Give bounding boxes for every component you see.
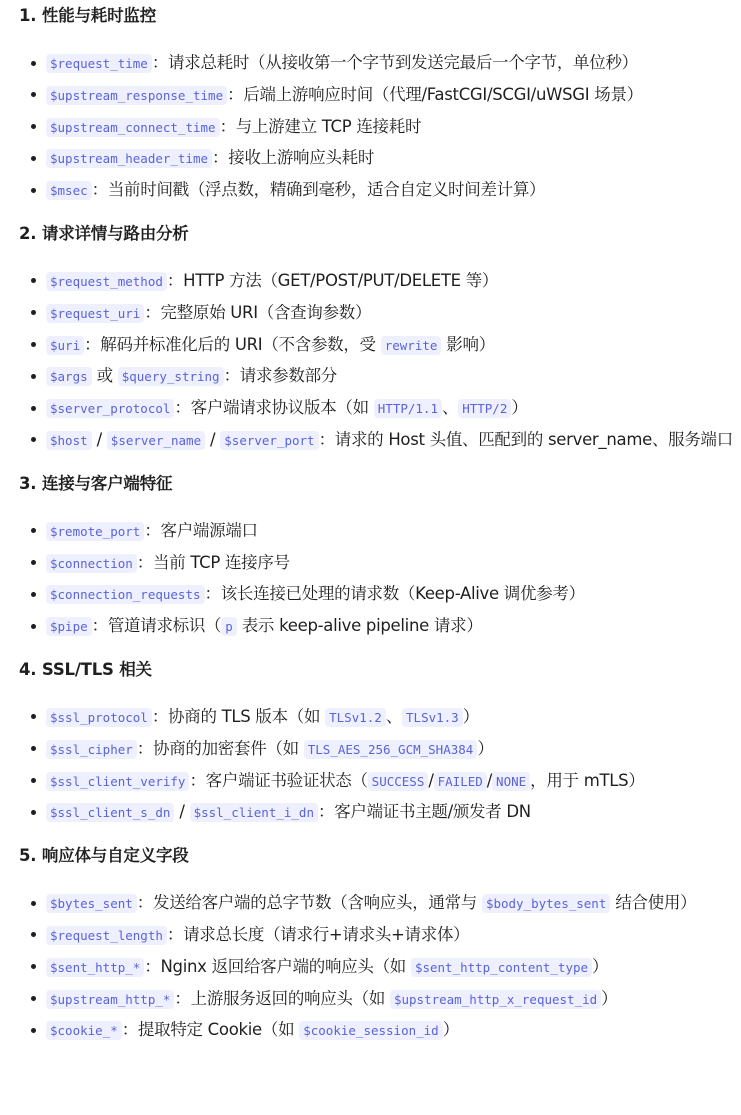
- variable-code: $server_port: [220, 431, 318, 450]
- variable-code: $upstream_http_*: [46, 990, 174, 1009]
- item-text: 结合使用）: [610, 893, 697, 913]
- section-title: 3. 连接与客户端特征: [19, 473, 173, 493]
- item-text: ）: [477, 738, 494, 758]
- item-text: /: [486, 770, 493, 790]
- variable-code: FAILED: [434, 772, 487, 791]
- list-item: [19, 1015, 741, 1047]
- section-title: 5. 响应体与自定义字段: [19, 846, 189, 866]
- variable-code: TLSv1.2: [325, 708, 386, 727]
- list-item: [19, 579, 741, 611]
- variable-code: $ssl_client_s_dn: [46, 803, 174, 822]
- item-text: ：协商的 TLS 版本（如: [151, 706, 326, 726]
- variable-list: [19, 48, 741, 207]
- variable-code: $upstream_response_time: [46, 86, 227, 105]
- variable-code: $ssl_client_i_dn: [190, 803, 318, 822]
- list-item: [19, 143, 741, 175]
- variable-list: [19, 888, 741, 1047]
- list-item: [19, 984, 741, 1016]
- variable-code: $request_uri: [46, 304, 144, 323]
- item-text: ：发送给客户端的总字节数（含响应头，通常与: [136, 893, 482, 913]
- list-item: [19, 920, 741, 952]
- item-text: ：请求总长度（请求行+请求头+请求体）: [166, 924, 470, 944]
- item-text: ：请求总耗时（从接收第一个字节到发送完最后一个字节，单位秒）: [151, 53, 638, 72]
- item-text: ：客户端证书验证状态（: [189, 770, 368, 790]
- variable-code: $sent_http_*: [46, 958, 144, 977]
- section-title: 1. 性能与耗时监控: [19, 6, 156, 25]
- variable-code: TLSv1.3: [402, 708, 463, 727]
- variable-list: [19, 266, 741, 457]
- list-item: [19, 48, 741, 80]
- variable-code: $ssl_client_verify: [46, 772, 189, 791]
- variable-code: $pipe: [46, 617, 92, 636]
- item-text: 表示 keep-alive pipeline 请求）: [236, 616, 483, 636]
- variable-code: NONE: [492, 772, 530, 791]
- list-item: [19, 734, 741, 766]
- list-item: [19, 393, 741, 425]
- variable-code: $cookie_session_id: [299, 1021, 442, 1040]
- variable-code: TLS_AES_256_GCM_SHA384: [304, 740, 478, 759]
- variable-list: [19, 702, 741, 829]
- list-item: [19, 548, 741, 580]
- variable-code: SUCCESS: [368, 772, 429, 791]
- item-text: ：该长连接已处理的请求数（Keep-Alive 调优参考）: [204, 584, 585, 604]
- list-item: [19, 175, 741, 207]
- variable-code: $sent_http_content_type: [411, 958, 592, 977]
- variable-code: $server_name: [107, 431, 205, 450]
- section-title: 4. SSL/TLS 相关: [19, 659, 152, 679]
- item-text: ：上游服务返回的响应头（如: [174, 988, 390, 1008]
- item-text: ：请求的 Host 头值、匹配到的 server_name、服务端口: [318, 429, 733, 449]
- item-text: ：客户端证书主题/颁发者 DN: [318, 802, 531, 822]
- variable-code: $ssl_protocol: [46, 708, 152, 727]
- item-text: ：提取特定 Cookie（如: [121, 1020, 300, 1040]
- item-text: ：当前 TCP 连接序号: [136, 552, 290, 572]
- list-item: [19, 330, 741, 362]
- variable-code: $bytes_sent: [46, 894, 137, 913]
- item-text: ：完整原始 URI（含查询参数）: [144, 302, 372, 322]
- variable-code: $upstream_http_x_request_id: [390, 990, 601, 1009]
- variable-code: p: [221, 617, 237, 636]
- variable-code: $connection_requests: [46, 585, 205, 604]
- variable-code: $body_bytes_sent: [482, 894, 610, 913]
- variable-list: [19, 516, 741, 643]
- variable-code: HTTP/1.1: [374, 399, 442, 418]
- item-text: /: [428, 770, 434, 790]
- item-text: ，用于 mTLS）: [530, 770, 645, 790]
- variable-code: $request_time: [46, 54, 152, 73]
- list-item: [19, 80, 741, 112]
- item-text: ：解码并标准化后的 URI（不含参数，受: [84, 334, 381, 354]
- variable-code: $request_length: [46, 926, 167, 945]
- item-text: ：接收上游响应头耗时: [212, 148, 375, 168]
- list-item: [19, 112, 741, 144]
- item-text: ：与上游建立 TCP 连接耗时: [219, 116, 422, 136]
- item-text: ：Nginx 返回给客户端的响应头（如: [144, 956, 411, 976]
- item-text: ）: [592, 956, 609, 976]
- variable-code: $host: [46, 431, 92, 450]
- variable-code: HTTP/2: [458, 399, 511, 418]
- variable-code: $upstream_header_time: [46, 149, 212, 168]
- item-text: /: [91, 429, 107, 449]
- list-item: [19, 702, 741, 734]
- item-text: ：HTTP 方法（GET/POST/PUT/DELETE 等）: [166, 270, 499, 290]
- item-text: ）: [511, 398, 528, 418]
- list-item: [19, 266, 741, 298]
- item-text: /: [174, 802, 190, 822]
- variable-code: $cookie_*: [46, 1021, 122, 1040]
- item-text: ）: [601, 988, 618, 1008]
- list-item: [19, 425, 741, 457]
- item-text: ：客户端请求协议版本（如: [174, 398, 374, 418]
- item-text: ：客户端源端口: [144, 520, 258, 540]
- item-text: ：请求参数部分: [223, 366, 337, 386]
- list-item: [19, 298, 741, 330]
- item-text: ）: [442, 1020, 459, 1040]
- variable-code: $msec: [46, 181, 92, 200]
- variable-code: $request_method: [46, 272, 167, 291]
- variable-code: $query_string: [118, 367, 224, 386]
- variable-code: rewrite: [381, 336, 442, 355]
- variable-code: $server_protocol: [46, 399, 174, 418]
- item-text: ：管道请求标识（: [91, 616, 222, 636]
- section-title: 2. 请求详情与路由分析: [19, 223, 189, 243]
- list-item: [19, 888, 741, 920]
- list-item: [19, 516, 741, 548]
- item-text: ：当前时间戳（浮点数，精确到毫秒，适合自定义时间差计算）: [91, 180, 546, 200]
- variable-code: $connection: [46, 554, 137, 573]
- item-text: /: [205, 429, 221, 449]
- variable-code: $ssl_cipher: [46, 740, 137, 759]
- list-item: [19, 797, 741, 829]
- list-item: [19, 361, 741, 393]
- list-item: [19, 952, 741, 984]
- item-text: ：后端上游响应时间（代理/FastCGI/SCGI/uWSGI 场景）: [227, 84, 643, 104]
- item-text: ：协商的加密套件（如: [136, 738, 304, 758]
- variable-code: $uri: [46, 336, 84, 355]
- variable-code: $remote_port: [46, 522, 144, 541]
- item-text: 、: [442, 398, 459, 418]
- list-item: [19, 766, 741, 798]
- variable-code: $args: [46, 367, 92, 386]
- item-text: 影响）: [441, 334, 495, 354]
- item-text: ）: [462, 706, 479, 726]
- item-text: 、: [385, 706, 403, 726]
- item-text: 或: [91, 366, 118, 386]
- list-item: [19, 611, 741, 643]
- variable-code: $upstream_connect_time: [46, 118, 220, 137]
